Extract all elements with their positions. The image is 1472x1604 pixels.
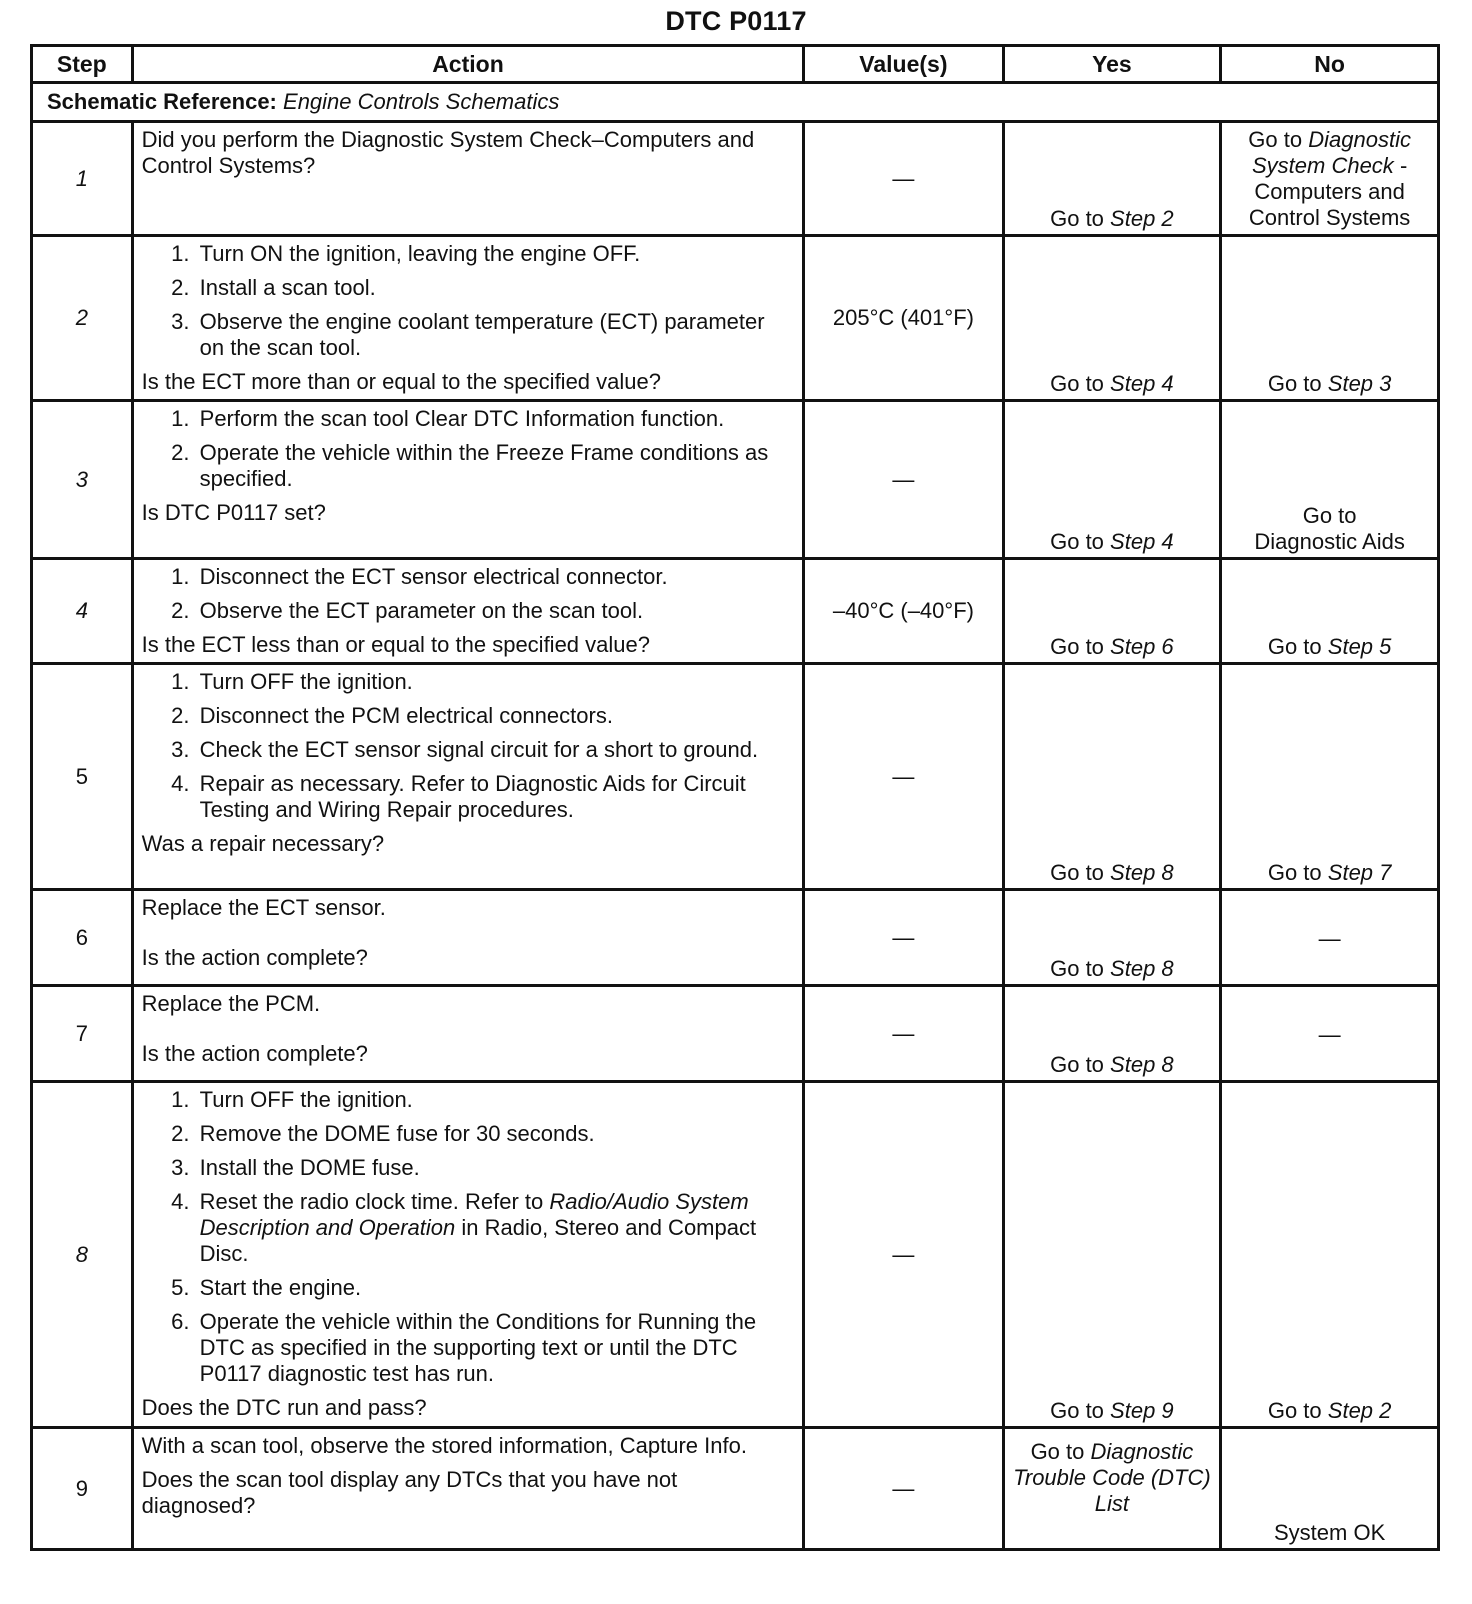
action-item: 2. Observe the ECT parameter on the scan tool. (196, 598, 795, 624)
action-item: 2. Operate the vehicle within the Freeze Frame conditions as specified. (196, 440, 795, 492)
radio-audio-link[interactable]: Radio/Audio System Description and Operation (199, 1189, 749, 1240)
go-to-text: Go to (1267, 371, 1322, 396)
go-to-text: Go to (1050, 371, 1104, 396)
go-to-text: Go to (1267, 1398, 1322, 1423)
action-item: 2. Disconnect the PCM electrical connectors. (196, 703, 795, 729)
value-cell: — (804, 664, 1003, 890)
action-list (142, 564, 795, 624)
action-item: 1. Turn OFF the ignition. (196, 669, 795, 695)
yes-cell (1003, 890, 1221, 986)
yes-cell (1003, 986, 1221, 1082)
action-item: 1. Turn OFF the ignition. (196, 1087, 795, 1113)
action-cell (132, 1428, 804, 1550)
go-to-text: Go to (1050, 1398, 1104, 1423)
action-question: Is the ECT more than or equal to the specified value? (141, 369, 661, 394)
no-link[interactable]: Step 2 (1327, 1398, 1392, 1423)
step-number: 5 (32, 664, 133, 890)
yes-cell (1003, 559, 1221, 664)
yes-link[interactable]: Diagnostic Trouble Code (DTC) List (1013, 1439, 1211, 1516)
go-to-text: Go to (1030, 1439, 1085, 1464)
no-cell (1221, 664, 1439, 890)
table-row (32, 559, 1439, 664)
action-question: Was a repair necessary? (141, 831, 385, 856)
schematic-reference (32, 83, 1439, 122)
value-cell: — (804, 401, 1003, 559)
action-question: Is DTC P0117 set? (141, 500, 326, 525)
header-yes: Yes (1003, 46, 1221, 83)
yes-link[interactable]: Step 4 (1110, 529, 1174, 554)
action-item (196, 1189, 795, 1267)
value-cell: –40°C (–40°F) (804, 559, 1003, 664)
step-number: 9 (32, 1428, 133, 1550)
action-list (142, 1087, 795, 1387)
action-question: Did you perform the Diagnostic System Check–Computers and Control Systems? (141, 127, 755, 178)
action-question: Does the scan tool display any DTCs that you have not diagnosed? (141, 1467, 678, 1518)
yes-cell (1003, 236, 1221, 401)
action-question: Is the ECT less than or equal to the specified value? (141, 632, 650, 657)
action-item-text: Reset the radio clock time. Refer to (199, 1189, 544, 1214)
action-list (142, 406, 795, 492)
step-number: 7 (32, 986, 133, 1082)
action-item: 1. Perform the scan tool Clear DTC Information function. (196, 406, 795, 432)
action-cell (132, 890, 804, 986)
value-cell: — (804, 1428, 1003, 1550)
action-item: 1. Disconnect the ECT sensor electrical connector. (196, 564, 795, 590)
no-cell (1221, 1082, 1439, 1428)
action-question: Does the DTC run and pass? (141, 1395, 427, 1420)
yes-cell (1003, 1082, 1221, 1428)
go-to-text: Go to (1050, 956, 1104, 981)
no-cell (1221, 122, 1439, 236)
action-list (142, 241, 795, 361)
no-link[interactable]: Diagnostic System Check (1251, 127, 1411, 178)
action-cell (132, 986, 804, 1082)
yes-link[interactable]: Step 9 (1110, 1398, 1174, 1423)
yes-link[interactable]: Step 8 (1110, 860, 1174, 885)
header-no: No (1221, 46, 1439, 83)
no-link[interactable]: Step 5 (1327, 634, 1392, 659)
go-to-text: Go to (1050, 860, 1104, 885)
value-cell: — (804, 122, 1003, 236)
yes-cell (1003, 664, 1221, 890)
action-item: 3. Observe the engine coolant temperature (ECT) parameter on the scan tool. (196, 309, 795, 361)
go-to-text: Go to (1248, 127, 1303, 152)
no-cell: — (1221, 986, 1439, 1082)
table-row (32, 122, 1439, 236)
go-to-text: Go to (1050, 206, 1104, 231)
schematic-reference-link[interactable]: Engine Controls Schematics (283, 89, 560, 114)
action-list (142, 669, 795, 823)
action-item: 3. Check the ECT sensor signal circuit for a short to ground. (196, 737, 795, 763)
value-cell: — (804, 986, 1003, 1082)
no-link[interactable]: Step 7 (1327, 860, 1392, 885)
header-step: Step (32, 46, 133, 83)
yes-link[interactable]: Step 4 (1110, 371, 1174, 396)
yes-link[interactable]: Step 8 (1110, 956, 1174, 981)
step-number: 4 (32, 559, 133, 664)
action-question: Is the action complete? (141, 945, 368, 970)
yes-cell (1003, 401, 1221, 559)
action-cell (132, 122, 804, 236)
no-rest: - Computers and Control Systems (1248, 153, 1411, 230)
action-item: 2. Remove the DOME fuse for 30 seconds. (196, 1121, 795, 1147)
table-row (32, 1428, 1439, 1550)
table-row (32, 1082, 1439, 1428)
action-item-text: in Radio, Stereo and Compact Disc. (199, 1215, 757, 1266)
no-cell: System OK (1221, 1428, 1439, 1550)
go-to-text: Go to (1267, 634, 1322, 659)
action-cell (132, 664, 804, 890)
header-action: Action (132, 46, 804, 83)
action-question: Is the action complete? (141, 1041, 368, 1066)
value-cell: — (804, 1082, 1003, 1428)
yes-cell (1003, 1428, 1221, 1550)
table-row (32, 401, 1439, 559)
yes-link[interactable]: Step 8 (1110, 1052, 1174, 1077)
table-row (32, 664, 1439, 890)
action-cell (132, 401, 804, 559)
action-item: 4. Repair as necessary. Refer to Diagnostic Aids for Circuit Testing and Wiring Repair procedures. (196, 771, 795, 823)
action-item: 5. Start the engine. (196, 1275, 795, 1301)
action-item: 2. Install a scan tool. (196, 275, 795, 301)
schematic-reference-row (32, 83, 1439, 122)
value-cell: 205°C (401°F) (804, 236, 1003, 401)
action-cell (132, 559, 804, 664)
go-to-text: Go to (1050, 529, 1104, 554)
action-cell (132, 236, 804, 401)
action-text: With a scan tool, observe the stored information, Capture Info. (141, 1433, 747, 1458)
action-text: Replace the ECT sensor. (141, 895, 386, 920)
schematic-reference-label: Schematic Reference: (47, 89, 277, 114)
go-to-text: Go to (1050, 634, 1104, 659)
no-cell (1221, 236, 1439, 401)
yes-cell (1003, 122, 1221, 236)
no-cell (1221, 559, 1439, 664)
step-number: 8 (32, 1082, 133, 1428)
yes-link[interactable]: Step 2 (1110, 206, 1174, 231)
action-item: 3. Install the DOME fuse. (196, 1155, 795, 1181)
go-to-text: Go to (1267, 860, 1322, 885)
header-values: Value(s) (804, 46, 1003, 83)
header-row (32, 46, 1439, 83)
no-cell[interactable]: Go to Diagnostic Aids (1221, 401, 1439, 559)
action-item: 1. Turn ON the ignition, leaving the engine OFF. (196, 241, 795, 267)
step-number: 3 (32, 401, 133, 559)
no-cell: — (1221, 890, 1439, 986)
action-text: Replace the PCM. (141, 991, 321, 1016)
value-cell: — (804, 890, 1003, 986)
go-to-text: Go to (1050, 1052, 1104, 1077)
page-title: DTC P0117 (665, 6, 807, 36)
table-row (32, 236, 1439, 401)
diagnostic-table (30, 44, 1440, 1551)
yes-link[interactable]: Step 6 (1110, 634, 1174, 659)
no-link[interactable]: Step 3 (1327, 371, 1392, 396)
action-cell (132, 1082, 804, 1428)
table-row (32, 890, 1439, 986)
action-item: 6. Operate the vehicle within the Conditions for Running the DTC as specified in the supporting text or until the DTC P0117 diagnostic test has run. (196, 1309, 795, 1387)
step-number: 1 (32, 122, 133, 236)
step-number: 6 (32, 890, 133, 986)
table-row (32, 986, 1439, 1082)
step-number: 2 (32, 236, 133, 401)
